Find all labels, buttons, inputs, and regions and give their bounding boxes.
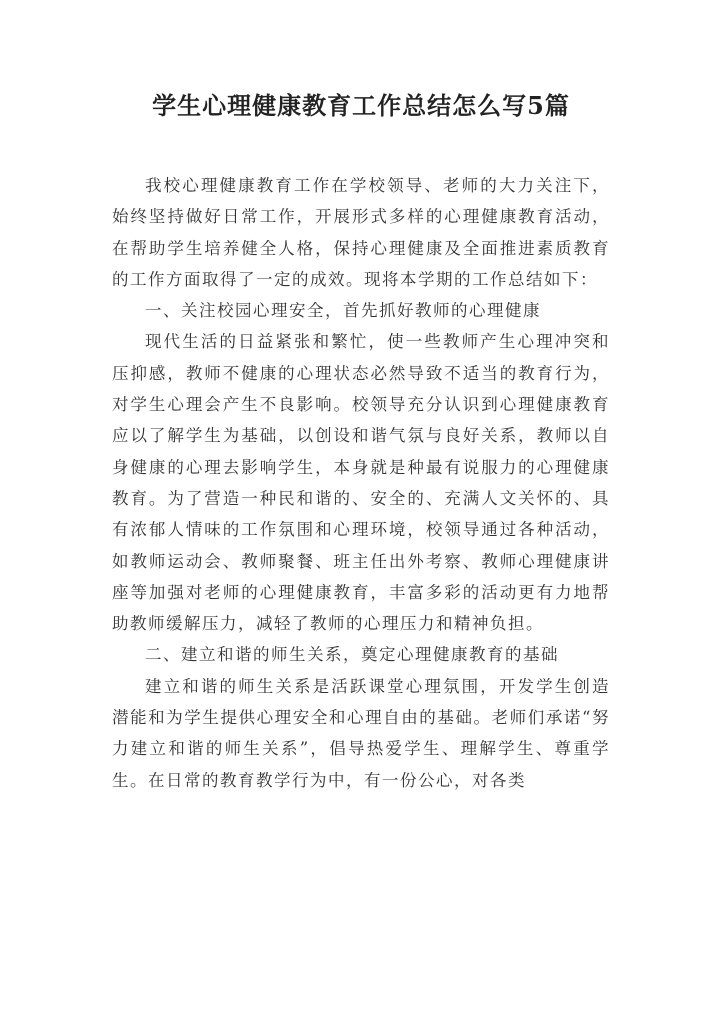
document-title: 学生心理健康教育工作总结怎么写5篇 xyxy=(152,91,570,120)
document-body xyxy=(112,170,610,796)
intro-paragraph: 我校心理健康教育工作在学校领导、老师的大力关注下，始终坚持做好日常工作，开展形式多样的心理健康教育活动，在帮助学生培养健全人格，保持心理健康及全面推进素质教育的工作方面取得了一定的成效。现将本学期的工作总结如下： xyxy=(112,176,610,289)
section-2-paragraph: 建立和谐的师生关系是活跃课堂心理氛围，开发学生创造潜能和为学生提供心理安全和心理自由的基础。老师们承诺“努力建立和谐的师生关系”，倡导热爱学生、理解学生、尊重学生。在日常的教育教学行为中，有一份公心，对各类 xyxy=(112,676,610,790)
section-heading-1: 一、关注校园心理安全，首先抓好教师的心理健康 xyxy=(145,301,541,321)
section-heading-2: 二、建立和谐的师生关系，奠定心理健康教育的基础 xyxy=(145,645,559,665)
section-1-paragraph: 现代生活的日益紧张和繁忙，使一些教师产生心理冲突和压抑感，教师不健康的心理状态必然导致不适当的教育行为，对学生心理会产生不良影响。校领导充分认识到心理健康教育应以了解学生为基础，以创设和谐气氛与良好关系，教师以自身健康的心理去影响学生，本身就是种最有说服力的心理健康教育。为了营造一种民和谐的、安全的、充满人文关怀的、具有浓郁人情味的工作氛围和心理环境，校领导通过各种活动，如教师运动会、教师聚餐、班主任出外考察、教师心理健康讲座等加强对老师的心理健康教育，丰富多彩的活动更有力地帮助教师缓解压力，减轻了教师的心理压力和精神负担。 xyxy=(112,332,610,634)
